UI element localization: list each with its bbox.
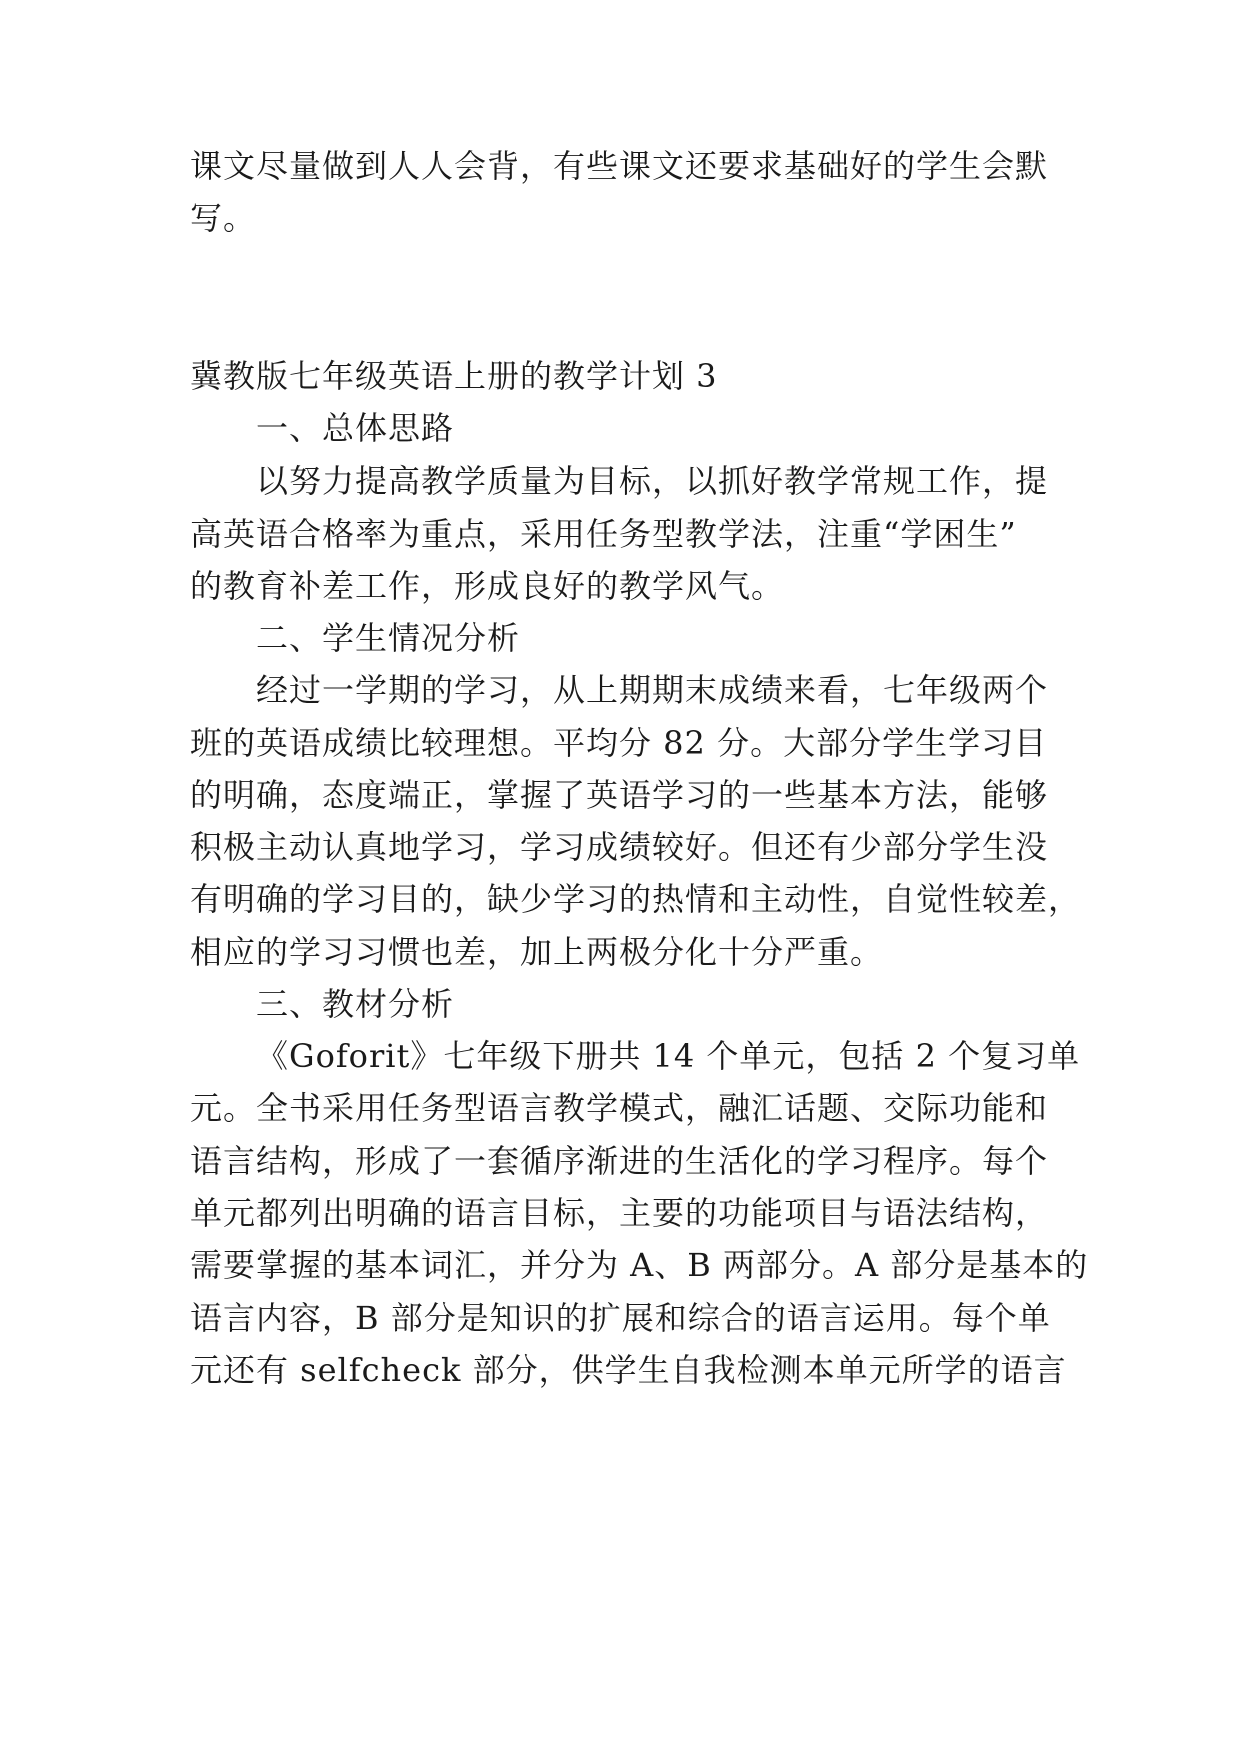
section-1-line-3: 的教育补差工作，形成良好的教学风气。 (190, 567, 785, 605)
section-2-line-3: 的明确，态度端正，掌握了英语学习的一些基本方法，能够 (190, 776, 1049, 814)
section-2-line-4: 积极主动认真地学习，学习成绩较好。但还有少部分学生没 (190, 828, 1049, 866)
section-3-line-3: 语言结构，形成了一套循序渐进的生活化的学习程序。每个 (190, 1142, 1049, 1180)
section-1-line-2: 高英语合格率为重点，采用任务型教学法，注重“学困生” (190, 515, 1017, 553)
section-3-heading: 三、教材分析 (256, 985, 455, 1023)
section-3-line-2: 元。全书采用任务型语言教学模式，融汇话题、交际功能和 (190, 1089, 1049, 1127)
section-3-line-7: 元还有 selfcheck 部分，供学生自我检测本单元所学的语言 (190, 1351, 1067, 1389)
intro-line-1: 课文尽量做到人人会背，有些课文还要求基础好的学生会默 (190, 147, 1049, 185)
section-3-line-5: 需要掌握的基本词汇，并分为 A、B 两部分。A 部分是基本的 (190, 1246, 1089, 1284)
section-1-heading: 一、总体思路 (256, 409, 455, 447)
intro-line-2: 写。 (190, 199, 257, 237)
section-2-line-5: 有明确的学习目的，缺少学习的热情和主动性，自觉性较差， (190, 880, 1082, 918)
section-2-line-6: 相应的学习习惯也差，加上两极分化十分严重。 (190, 933, 884, 971)
section-1-line-1: 以努力提高教学质量为目标，以抓好教学常规工作，提 (256, 462, 1049, 500)
section-3-line-6: 语言内容，B 部分是知识的扩展和综合的语言运用。每个单 (190, 1299, 1051, 1337)
section-2-line-2: 班的英语成绩比较理想。平均分 82 分。大部分学生学习目 (190, 724, 1048, 762)
section-2-heading: 二、学生情况分析 (256, 619, 521, 657)
section-3-line-4: 单元都列出明确的语言目标，主要的功能项目与语法结构， (190, 1194, 1049, 1232)
document-title: 冀教版七年级英语上册的教学计划 3 (190, 357, 718, 395)
section-3-line-1: 《Goforit》七年级下册共 14 个单元，包括 2 个复习单 (256, 1037, 1081, 1075)
section-2-line-1: 经过一学期的学习，从上期期末成绩来看，七年级两个 (256, 671, 1049, 709)
